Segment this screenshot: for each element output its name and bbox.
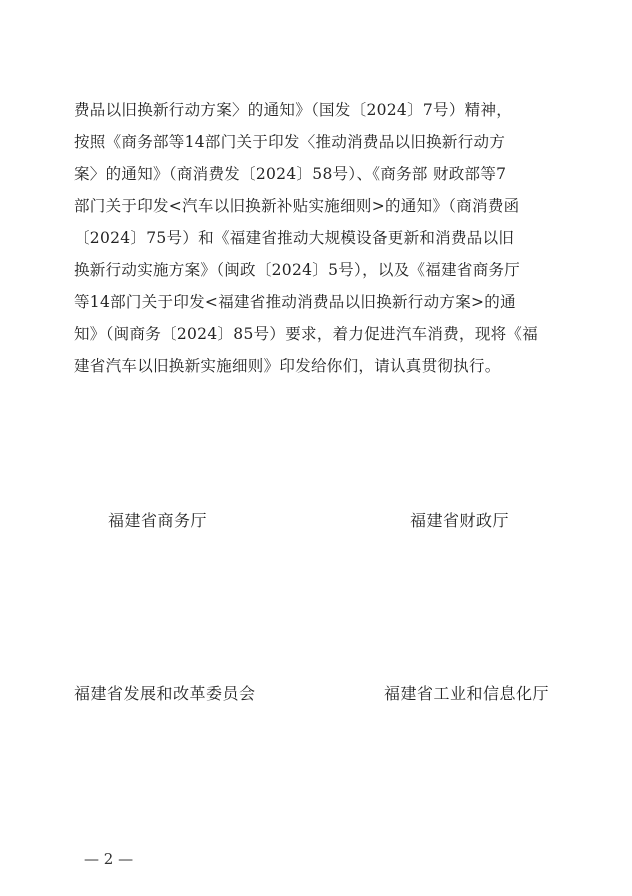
body-paragraph xyxy=(74,94,584,382)
body-line: 等14部门关于印发<福建省推动消费品以旧换新行动方案>的通 xyxy=(74,293,516,311)
body-line: 换新行动实施方案》（闽政〔2024〕5号），以及《福建省商务厅 xyxy=(74,261,521,279)
signatory-development-reform-commission: 福建省发展和改革委员会 xyxy=(74,684,256,703)
body-line: 〔2024〕75号）和《福建省推动大规模设备更新和消费品以旧 xyxy=(74,229,515,247)
signatory-industry-it-department: 福建省工业和信息化厅 xyxy=(384,684,550,703)
signatory-commerce-department: 福建省商务厅 xyxy=(108,511,208,530)
body-line: 案〉的通知》（商消费发〔2024〕58号）、《商务部 财政部等7 xyxy=(74,165,507,183)
body-line: 知》（闽商务〔2024〕85号）要求，着力促进汽车消费，现将《福 xyxy=(74,325,539,343)
body-line: 部门关于印发<汽车以旧换新补贴实施细则>的通知》（商消费函 xyxy=(74,197,520,215)
signatory-finance-department: 福建省财政厅 xyxy=(410,511,510,530)
page-number: — 2 — xyxy=(84,850,134,868)
body-line: 建省汽车以旧换新实施细则》印发给你们，请认真贯彻执行。 xyxy=(74,357,501,375)
body-line: 费品以旧换新行动方案〉的通知》（国发〔2024〕7号）精神， xyxy=(74,101,513,119)
body-line: 按照《商务部等14部门关于印发〈推动消费品以旧换新行动方 xyxy=(74,133,506,151)
